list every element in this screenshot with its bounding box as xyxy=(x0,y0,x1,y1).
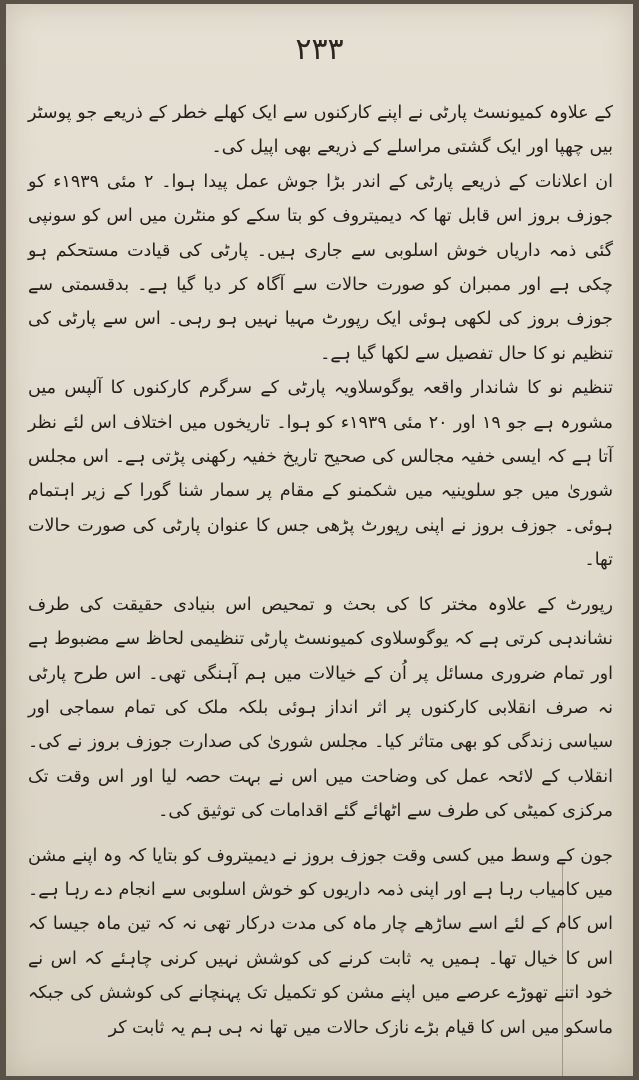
page-number: ۲۳۳ xyxy=(295,32,344,67)
paragraph-1: کے علاوہ کمیونسٹ پارٹی نے اپنے کارکنوں سے ایک کھلے خطر کے ذریعے جو پوسٹر بیں چھپا اور ایک گشتی مراسلے کے ذریعے بھی اپیل کی۔ xyxy=(28,103,613,158)
book-page xyxy=(6,4,633,1076)
paragraph-4: رپورٹ کے علاوہ مختر کا کی بحث و تمحیص اس بنیادی حقیقت کی طرف نشاندہی کرتی ہے کہ یوگوسلاوی کمیونسٹ پارٹی تنظیمی لحاظ سے مضبوط ہے اور تمام ضروری مسائل پر اُن کے خیالات میں ہم آہنگی تھی۔ اس طرح پارٹی نہ صرف انقلابی کارکنوں پر اثر انداز ہوئی بلکہ ملک کی تمام سماجی اور سیاسی زندگی کو بھی متاثر کیا۔ مجلس شوریٰ کی صدارت جوزف بروز نے کی۔ انقلاب کے لائحہ عمل کی وضاحت میں اس نے بہت حصہ لیا اور اس وقت تک مرکزی کمیٹی کی طرف سے اٹھائے گئے اقدامات کی توثیق کی۔ xyxy=(28,594,613,822)
paragraph-2: ان اعلانات کے ذریعے پارٹی کے اندر بڑا جوش عمل پیدا ہوا۔ ۲ مئی ۱۹۳۹ء کو جوزف بروز اس قابل تھا کہ دیمیتروف کو بتا سکے کو منٹرن میں اس کو سونپی گئی ذمہ داریاں خوش اسلوبی سے جاری ہیں۔ پارٹی کی قیادت مستحکم ہو چکی ہے اور ممبران کو صورت حالات سے آگاہ کر دیا گیا ہے۔ بدقسمتی سے جوزف بروز کی لکھی ہوئی ایک رپورٹ مہیا نہیں ہو رہی۔ اس سے پارٹی کی تنظیم نو کا حال تفصیل سے لکھا گیا ہے۔ xyxy=(28,171,613,364)
paragraph-5: جون کے وسط میں کسی وقت جوزف بروز نے دیمیتروف کو بتایا کہ وہ اپنے مشن میں کامیاب رہا ہے اور اپنی ذمہ داریوں کو خوش اسلوبی سے انجام دے رہا ہے۔ اس کام کے لئے اسے ساڑھے چار ماہ کی مدت درکار تھی نہ کہ تین ماہ جیسا کہ اس کا خیال تھا۔ ہمیں یہ ثابت کرنے کی کوشش نہیں کرنی چاہئے کہ اس نے خود اتنے تھوڑے عرصے میں اپنے مشن کو تکمیل تک پہنچانے کی کوشش کی جبکہ ماسکو میں اس کا قیام بڑے نازک حالات میں تھا نہ ہی ہم یہ ثابت کر xyxy=(28,845,613,1038)
paragraph-3: تنظیم نو کا شاندار واقعہ یوگوسلاویہ پارٹی کے سرگرم کارکنوں کا آلپس میں مشورہ ہے جو ۱۹ اور ۲۰ مئی ۱۹۳۹ء کو ہوا۔ تاریخوں میں اختلاف اس لئے نظر آتا ہے کہ ایسی خفیہ مجالس کی صحیح تاریخ خفیہ رکھنی پڑتی ہے۔ اس مجلس شوریٰ میں جو سلوینیہ میں شکمنو کے مقام پر سمار شنا گورا کے زیر اہتمام ہوئی۔ جوزف بروز نے اپنی رپورٹ پڑھی جس کا عنوان پارٹی کی صورت حالات تھا۔ xyxy=(28,378,614,571)
body-text xyxy=(28,96,613,1045)
margin-line xyxy=(562,864,563,1076)
